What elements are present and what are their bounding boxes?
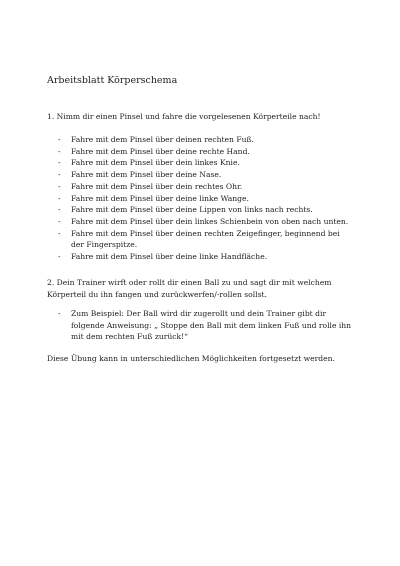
list-item bbox=[58, 169, 354, 181]
bullet-dash: - bbox=[58, 135, 61, 144]
list-item bbox=[58, 204, 354, 216]
list-item-text: Fahre mit dem Pinsel über deinen rechten Zeigefinger, beginnend bei der Fingerspitze. bbox=[71, 228, 340, 250]
list-item-text: Fahre mit dem Pinsel über deine linke Handfläche. bbox=[71, 252, 268, 262]
list-item bbox=[58, 216, 354, 228]
list-item-text: Fahre mit dem Pinsel über dein linkes Schienbein von oben nach unten. bbox=[71, 216, 349, 226]
bullet-dash: - bbox=[58, 146, 61, 156]
bullet-dash: - bbox=[58, 193, 61, 203]
list-item bbox=[58, 157, 354, 169]
list-item bbox=[58, 146, 354, 158]
list-item-text: Fahre mit dem Pinsel über deine rechte Hand. bbox=[71, 146, 250, 156]
list-item bbox=[58, 181, 354, 193]
list-item bbox=[58, 308, 354, 343]
bullet-dash: - bbox=[58, 170, 61, 180]
list-item-text: Zum Beispiel: Der Ball wird dir zugerollt und dein Trainer gibt dir folgende Anweisung: „ Stoppe den Ball mit dem linken Fuß und rolle ihn mit dem rechten Fuß zurück!“ bbox=[71, 309, 352, 342]
list-item-text: Fahre mit dem Pinsel über deinen rechten Fuß. bbox=[71, 135, 254, 144]
list-item bbox=[58, 228, 354, 251]
list-item bbox=[58, 193, 354, 205]
task2-list bbox=[58, 308, 354, 343]
list-item-text: Fahre mit dem Pinsel über deine Lippen von links nach rechts. bbox=[71, 205, 313, 215]
bullet-dash: - bbox=[58, 158, 61, 168]
bullet-dash: - bbox=[58, 216, 61, 226]
task1-intro: 1. Nimm dir einen Pinsel und fahre die vorgelesenen Körperteile nach! bbox=[47, 112, 321, 121]
list-item-text: Fahre mit dem Pinsel über deine linke Wange. bbox=[71, 193, 249, 203]
list-item-text: Fahre mit dem Pinsel über dein rechtes Ohr. bbox=[71, 181, 243, 191]
page-title: Arbeitsblatt Körperschema bbox=[47, 75, 178, 86]
task2-intro: 2. Dein Trainer wirft oder rollt dir einen Ball zu und sagt dir mit welchem Körperteil du ihn fangen und zurückwerfen/-rollen sollst. bbox=[47, 278, 332, 299]
list-item bbox=[58, 251, 354, 263]
bullet-dash: - bbox=[58, 252, 61, 262]
list-item bbox=[58, 134, 354, 146]
bullet-dash: - bbox=[58, 181, 61, 191]
bullet-dash: - bbox=[58, 205, 61, 215]
bullet-dash: - bbox=[58, 228, 61, 238]
bullet-dash: - bbox=[58, 309, 61, 318]
task1-list bbox=[58, 134, 354, 263]
list-item-text: Fahre mit dem Pinsel über dein linkes Knie. bbox=[71, 158, 240, 168]
closing-text: Diese Übung kann in unterschiedlichen Möglichkeiten fortgesetzt werden. bbox=[47, 354, 335, 363]
list-item-text: Fahre mit dem Pinsel über deine Nase. bbox=[71, 170, 222, 180]
